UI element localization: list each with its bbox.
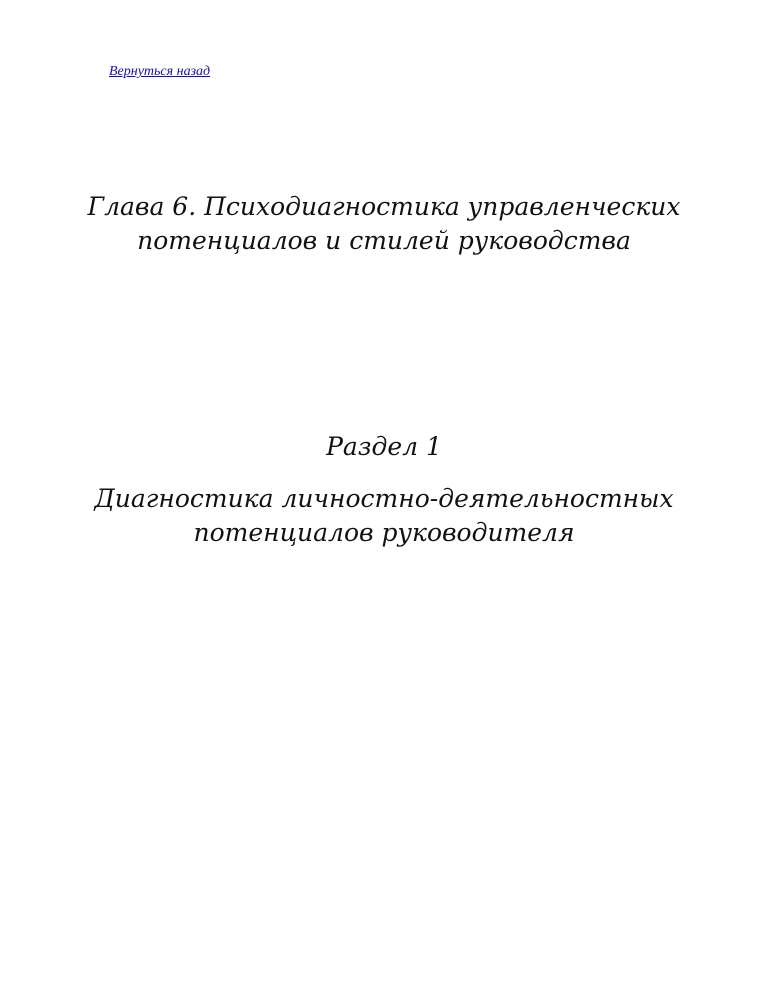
chapter-title (84, 190, 684, 258)
section-heading: Раздел 1 (326, 432, 442, 461)
section-subtitle-line: потенциалов руководителя (193, 518, 575, 547)
section-subtitle (84, 482, 684, 550)
chapter-title-line: Глава 6. Психодиагностика управленческих (87, 192, 681, 221)
section-subtitle-line: Диагностика личностно-деятельностных (94, 484, 674, 513)
chapter-title-line: потенциалов и стилей руководства (137, 226, 631, 255)
back-link[interactable]: Вернуться назад (109, 64, 211, 79)
